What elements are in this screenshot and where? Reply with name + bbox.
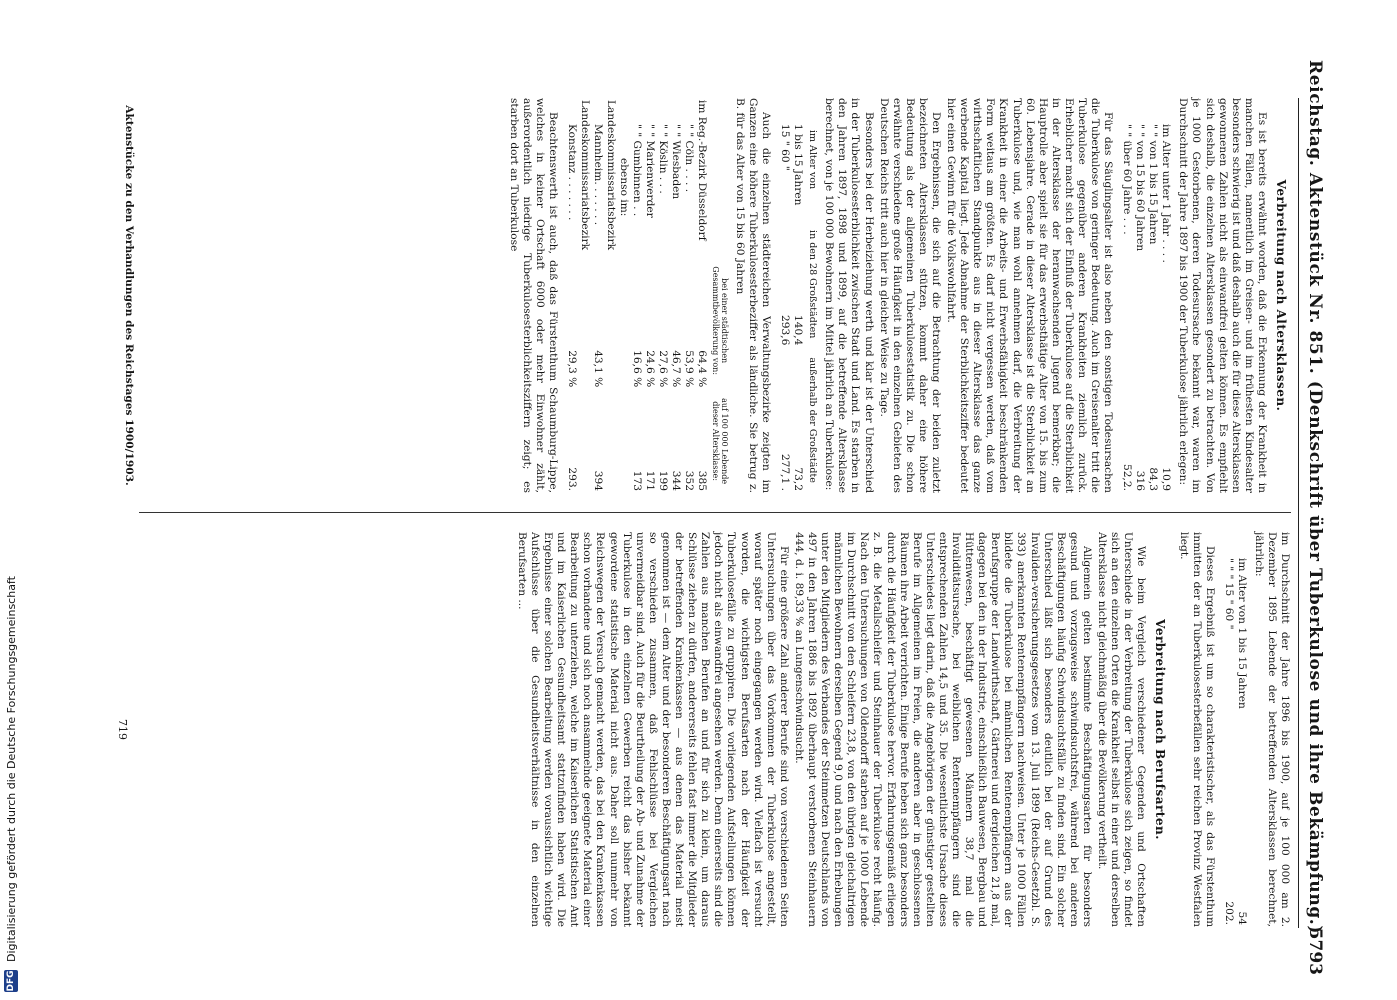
paragraph: im Durchschnitt der Jahre 1896 bis 1900, auf je 100 000 am 2. Dezember 1895 Lebende der betreffenden Altersklassen berechnet, jährlich: (1252, 532, 1291, 927)
table-header-empty (708, 98, 729, 252)
district-table (565, 98, 729, 493)
table-header-rate: auf 100 000 Lebende dieser Altersklasse: (710, 398, 729, 485)
paragraph: Es ist bereits erwähnt worden, daß die Erkennung der Krankheit in manchen Fällen, namentlich im Greisen- und im frühesten Kindesalter besonders schwierig ist und daß deshalb auch die für diese Altersklassen gewonnenen Zahlen nicht als einwandfrei gelten können. Es empfiehlt sich deshalb, die einzelnen Altersklassen gesondert zu betrachten. Von je 1000 Gestorbenen, deren Todesursache bekannt war, waren im Durchschnitt der Jahre 1897 bis 1900 der Tuberkulose jährlich erlegen: (1177, 98, 1268, 493)
table-row (591, 98, 604, 493)
table-row (630, 98, 643, 493)
table-cell-label: " " Wiesbaden (669, 124, 682, 200)
table-cell-value: 385 (695, 470, 708, 491)
table-cell-label: Landeskommissariatsbezirk (578, 100, 591, 251)
paragraph: Beachtenswerth ist auch, daß das Fürstenthum Schaumburg-Lippe, welches in keiner Ortschaft 6000 oder mehr Einwohner zählt, außerordentlich niedrige Tuberkulosesterblichkeitsziffern zeigt; es starben dort an Tuberkulose (507, 98, 559, 493)
table-cell-value: 46,7 % (669, 350, 682, 388)
side-credit (0, 0, 22, 998)
table-row (565, 98, 578, 493)
section-heading-age: Verbreitung nach Altersklassen. (1274, 179, 1288, 412)
paragraph: Besonders bei der Herbeiziehung werth und klar ist der Unterschied in der Tuberkulosesterblichkeit zwischen Stadt und Land. Es starben in den Jahren 1897, 1898 und 1899, auf die betreffende Altersklasse berechnet, von je 100 000 Bewohnern im Mittel jährlich an Tuberkulose: (823, 98, 875, 493)
table-cell-value: 344 (669, 470, 682, 491)
paragraph: Auch die einzelnen städtereichen Verwaltungsbezirke zeigten im Ganzen eine höhere Tuberkulosesterbeziffer als ländliche. Sie betrug z. B. für das Alter von 15 bis 60 Jahren (734, 98, 773, 493)
table-cell-label: Mannheim. . . . . . . (591, 124, 604, 226)
table-cell-value: 202. (1222, 901, 1235, 925)
schaumburg-table (1222, 532, 1248, 927)
table-row (1159, 98, 1172, 493)
table-cell-label: " " Gumbinnen . . (630, 124, 643, 217)
table-row (1235, 532, 1248, 927)
paragraph: Allgemein gelten bestimmte Beschäftigungsarten für besonders gesund und vorzugsweise schwindsuchtsfrei, während bei anderen Beschäftigungen häufig Schwindsuchtsfälle zu finden sind. Ein solcher Unterschied läßt sich besonders deutlich bei der auf Grund des Invaliden-versicherungsgesetzes vom 13. Juli 1899 (Reichs-Gesetzbl. S. 393) anerkannten Rentenempfängern nachweisen. Unter je 1000 Fällen bildete die Tuberkulose bei männlichen Rentenempfängern aus der Berufsgruppe der Landwirthschaft, Gärtnerei und dergleichen 21,8 mal, dagegen bei den in der Industrie, einschließlich Bauwesen, Bergbau und Hüttenwesen, beschäftigt gewesenen Männern 38,7 mal die Invaliditätsursache, bei weiblichen Rentenempfängern sind die entsprechenden Zahlen 14,5 und 35. Die wesentlichste Ursache dieses Unterschiedes liegt darin, daß die Angehörigen der günstiger gestellten Berufe im Allgemeinen im Freien, die anderen aber in geschlossenen Räumen ihre Arbeit verrichten. Einige Berufe heben sich ganz besonders durch die Häufigkeit der Tuberkulose hervor. Erfahrungsgemäß erliegen z. B. die Metallschleifer und Steinhauer der Tuberkulose recht häufig. Nach den Untersuchungen von Oldendorff starben auf je 1000 Lebende im Durchschnitt von den Schleifern 23,8, von den übrigen gleichaltrigen männlichen Bewohnern derselben Gegend 9,0 und nach den Erhebungen unter den Mitgliedern des Verbandes der Steinmetzen Deutschlands von 497 in den Jahren 1886 bis 1892 überhaupt verstorbenen Steinhauern 444, d. i. 89,33 % an Lungenschwindsucht. (792, 532, 1093, 927)
table-cell-label: " " Cöln . . . . (682, 124, 695, 193)
table-cell-value: 171 (643, 470, 656, 491)
table-row (643, 98, 656, 493)
table-cell-label: " " von 15 bis 60 Jahren (1134, 124, 1147, 252)
table-header-cities: in den 28 Großstädten (807, 230, 819, 339)
table-cell-label: " " " 15 " 60 " (1222, 558, 1235, 630)
table-row (617, 98, 630, 493)
paragraph: Wie beim Vergleich verschiedener Gegenden und Ortschaften Unterschiede in der Verbreitung der Tuberkulose sich zeigen, so findet sich an den einzelnen Orten die Krankheit selbst in einer und derselben Altersklasse nicht gleichmäßig über die Bevölkerung vertheilt. (1096, 532, 1148, 927)
table-cell-value: 64,4 % (695, 350, 708, 388)
table-header-row (708, 98, 729, 493)
section-heading-occupation: Verbreitung nach Berufsarten. (1153, 619, 1168, 840)
table-cell-value: 24,6 % (643, 350, 656, 388)
city-country-table (778, 98, 818, 493)
paragraph: Dieses Ergebniß ist um so charakteristischer, als das Fürstenthum inmitten der an Tuberkulosesterbefällen sehr reichen Provinz Westfalen liegt. (1177, 532, 1216, 927)
table-cell-value: 293. (565, 467, 578, 491)
table-cell-value: 394 (591, 470, 604, 491)
table-header-urban-pct: bei einer städtischen Gesammtbevölkerung von: (710, 266, 729, 375)
dfg-logo: DFG (6, 970, 16, 992)
age-death-table (1120, 98, 1172, 493)
table-cell-value: 352 (682, 470, 695, 491)
paragraph: Den Ergebnissen, die sich auf die Betrachtung der beiden zuletzt bezeichneten Altersklassen stützen, kommt daher eine höhere Bedeutung als der allgemeinen Tuberkulosestatistik zu. Die schon erwähnte verschiedene große Häufigkeit in den einzelnen Gebieten des Deutschen Reichs tritt auch hier in gleicher Weise zu Tage. (877, 98, 943, 493)
table-cell-value: 199 (656, 470, 669, 491)
table-cell-value: 293,6 (779, 315, 792, 346)
table-row (1133, 98, 1146, 493)
table-cell-value: 54 (1235, 911, 1248, 925)
table-cell-value (604, 252, 617, 389)
page-header-title: Reichstag. Aktenstück Nr. 851. (Denkschrift über Tuberkulose und ihre Bekämpfung.) (1305, 60, 1325, 934)
table-cell-value: 140,4 (792, 315, 805, 346)
table-cell-value: 53,9 % (682, 350, 695, 388)
table-cell-value: 84,3 (1147, 467, 1160, 491)
table-header-outside: außerhalb der Großstädte (807, 357, 819, 483)
paragraph: Für das Säuglingsalter ist also neben den sonstigen Todesursachen die Tuberkulose von geringer Bedeutung. Auch im Greisenalter tritt die Tuberkulose gegenüber anderen Krankheiten ziemlich zurück. Erheblicher macht sich der Einfluß der Tuberkulose auf die Sterblichkeit in der Altersklasse der heranwachsenden Jugend bemerkbar; die Hauptrolle aber spielt sie für das erwerbsthätige Alter von 15. bis zum 60. Lebensjahre. Gerade in dieser Altersklasse ist die Sterblichkeit an Tuberkulose und, wie man wohl annehmen darf, die Verbreitung der Krankheit in einer die Arbeits- und Erwerbsfähigkeit beschränkenden Form weitaus am größten. Es darf nicht vergessen werden, daß vom wirthschaftlichen Standpunkte aus in dieser Altersklasse das ganze werbende Kapital liegt. Jede Abnahme der Sterblichkeitsziffer bedeutet hier einen Gewinn für die Volkswohlfahrt. (945, 98, 1115, 493)
table-cell-value: 29,3 % (565, 350, 578, 388)
table-cell-value (578, 252, 591, 389)
table-cell-label: im Alter unter 1 Jahr . . . . (1160, 124, 1173, 263)
header-rule (1298, 98, 1299, 928)
table-cell-label: " " Köslin . . . (656, 124, 669, 194)
side-credit-text: Digitalisierung gefördert durch die Deutsche Forschungsgemeinschaft (4, 576, 18, 962)
page-header-number: 5793 (1305, 927, 1325, 975)
table-cell-value: 73,2 (792, 467, 805, 491)
table-cell-value (578, 389, 591, 493)
table-cell-label: " " über 60 Jahre . . . (1121, 124, 1134, 235)
table-cell-label: " " Marienwerder (643, 124, 656, 218)
table-cell-value: 277,1 . (779, 453, 792, 491)
paragraph: Für eine größere Zahl anderer Berufe sind von verschiedenen Seiten Untersuchungen über das Vorkommen der Tuberkulose angestellt, worauf später noch eingegangen werden wird. Vielfach ist versucht worden, die wichtigsten Berufsarten nach der Häufigkeit der Tuberkulosefälle zu gruppiren. Die vorliegenden Aufstellungen können jedoch nicht als einwandfrei angesehen werden. Denn einerseits sind die Zahlen aus manchen Berufen an und für sich zu klein, um daraus Schlüsse ziehen zu dürfen, andererseits fehlen fast immer die Mitglieder der betreffenden Krankenkassen — aus denen das Material meist genommen ist — dem Alter und der besonderen Beschäftigungsart nach so verschieden zusammen, daß Fehlschlüsse bei Vergleichen unvermeidbar sind. Auch für die Beurtheilung der Ab- und Zunahme der Tuberkulose in den einzelnen Gewerben reicht das bisher bekannt gewordene statistische Material nicht aus. Daher soll nunmehr von Reichswegen der Versuch gemacht werden, das bei den Krankenkassen schon vorhandene und sich noch ansammelnde geeignete Material einer Bearbeitung zu unterziehen, welche im Kaiserlichen Statistischen Amt und im Kaiserlichen Gesundheitsamt stattzufinden haben wird. Die Ergebnisse einer solchen Bearbeitung werden voraussichtlich wichtige Aufschlüsse über die Gesundheitsverhältnisse in den einzelnen Berufsarten ... (515, 532, 790, 927)
table-row (695, 98, 708, 493)
table-header-row (804, 98, 818, 493)
table-cell-value (604, 389, 617, 493)
table-row (682, 98, 695, 493)
column-divider (139, 512, 1291, 513)
page-footer-number: 719 (116, 719, 129, 740)
table-cell-value: 173 (630, 470, 643, 491)
table-row (578, 98, 591, 493)
table-row (778, 98, 791, 493)
table-row (604, 98, 617, 493)
table-cell-label: im Reg.-Bezirk Düsseldorf (695, 100, 708, 241)
table-cell-value: 27,6 % (656, 350, 669, 388)
table-cell-value: 52,2. (1121, 464, 1134, 491)
table-row (669, 98, 682, 493)
table-row (656, 98, 669, 493)
table-cell-value: 43,1 % (591, 350, 604, 388)
table-cell-value: 16,6 % (630, 350, 643, 388)
table-cell-value: 316 (1134, 470, 1147, 491)
table-cell-age: 1 bis 15 Jahren (792, 124, 805, 206)
table-row (1222, 532, 1235, 927)
right-column (513, 532, 1291, 927)
table-cell-age: 15 " 60 " (779, 124, 792, 171)
table-cell-label: " " von 1 bis 15 Jahren (1147, 124, 1160, 245)
table-cell-label: Konstanz . . . . . . . (565, 124, 578, 221)
table-cell-label: Landeskommissariatsbezirk (604, 100, 617, 251)
table-row (1120, 98, 1133, 493)
table-row (1146, 98, 1159, 493)
page-footer-left: Aktenstücke zu den Verhandlungen des Reichstages 1900/1903. (123, 105, 135, 486)
table-cell-value: 10,9 (1160, 467, 1173, 491)
table-row (791, 98, 804, 493)
table-cell-label: im Alter von 1 bis 15 Jahren (1235, 558, 1248, 709)
table-cell-ebenso: ebenso im: (617, 158, 630, 217)
left-column (505, 98, 1291, 493)
table-header-age: im Alter von (807, 129, 819, 190)
